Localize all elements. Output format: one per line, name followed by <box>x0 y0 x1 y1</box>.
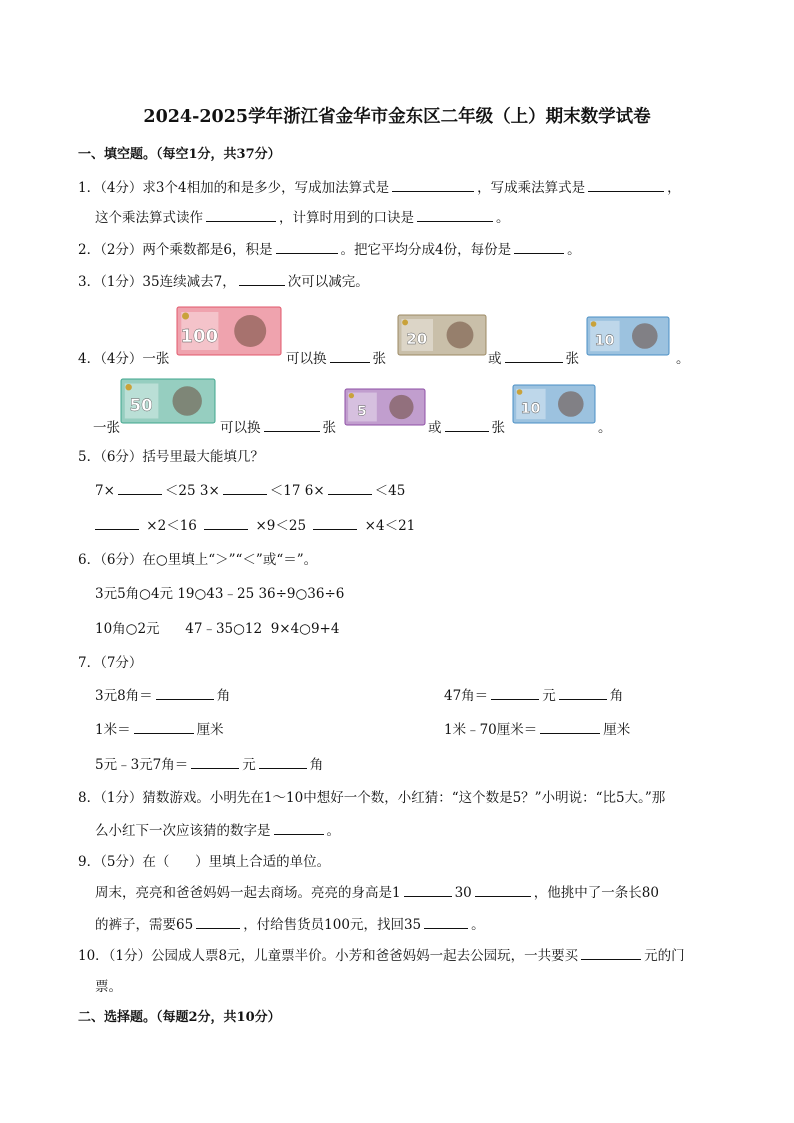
answer-blank[interactable] <box>514 240 564 254</box>
question-7: 7．（7分） <box>78 655 143 671</box>
answer-blank[interactable] <box>330 349 370 363</box>
page-title: 2024-2025学年浙江省金华市金东区二年级（上）期末数学试卷 <box>143 107 651 127</box>
question-text: 或 <box>488 351 502 367</box>
question-text: 张 <box>491 420 505 436</box>
answer-blank[interactable] <box>540 720 600 734</box>
question-4-line-1-end <box>488 347 579 367</box>
portrait-shape <box>632 323 658 349</box>
portrait-shape <box>389 395 413 419</box>
banknote-100-image <box>176 306 282 356</box>
question-text: ＜25 3× <box>164 483 220 499</box>
emblem-shape <box>517 389 523 395</box>
answer-blank[interactable] <box>424 915 468 929</box>
question-1-line-1 <box>78 176 681 196</box>
answer-blank[interactable] <box>475 883 531 897</box>
denomination-label: 50 <box>129 396 153 416</box>
question-text: 。 <box>326 823 340 839</box>
question-9-line-2 <box>95 913 485 933</box>
portrait-shape <box>234 315 266 347</box>
question-text: 张 <box>372 351 386 367</box>
question-4-line-2-end <box>428 416 505 436</box>
denomination-label: 10 <box>520 400 541 417</box>
answer-blank[interactable] <box>239 272 285 286</box>
answer-blank[interactable] <box>276 240 338 254</box>
answer-blank[interactable] <box>404 883 452 897</box>
question-text: 元的门 <box>644 948 685 964</box>
question-text: ，付给售货员100元，找回35 <box>243 917 422 933</box>
answer-blank[interactable] <box>134 720 194 734</box>
question-text: 1米﹣70厘米＝ <box>444 722 538 738</box>
banknote-10-image <box>512 384 596 424</box>
question-8-line-2 <box>95 819 340 839</box>
question-text: 角 <box>309 757 324 773</box>
question-text: ×4＜21 <box>364 518 416 534</box>
question-1-line-2 <box>95 206 510 226</box>
banknote-20-image <box>397 314 487 356</box>
denomination-label: 100 <box>180 326 219 347</box>
emblem-shape <box>591 321 597 327</box>
question-text: 。 <box>496 210 510 226</box>
answer-blank[interactable] <box>581 946 641 960</box>
answer-blank[interactable] <box>417 208 493 222</box>
question-6-row-1: 3元5角○4元 19○43﹣25 36÷9○36÷6 <box>95 586 345 602</box>
answer-blank[interactable] <box>588 178 664 192</box>
question-7-left-2 <box>95 718 224 738</box>
question-4-line-2-mid <box>220 416 336 436</box>
answer-blank[interactable] <box>204 516 248 530</box>
denomination-label: 10 <box>594 332 615 349</box>
answer-blank[interactable] <box>259 755 307 769</box>
question-text: 元 <box>242 757 256 773</box>
question-text: 3．（1分）35连续减去7， <box>78 274 236 290</box>
answer-blank[interactable] <box>196 915 240 929</box>
portrait-shape <box>172 386 201 415</box>
banknote-50-image <box>120 378 216 424</box>
question-2 <box>78 238 581 258</box>
answer-blank[interactable] <box>264 418 320 432</box>
question-4-line-2 <box>93 416 120 436</box>
emblem-shape <box>402 319 408 325</box>
section-heading-fill-blank: 一、填空题。（每空1分，共37分） <box>78 147 281 162</box>
question-text: ，计算时用到的口诀是 <box>279 210 414 226</box>
question-text: 周末，亮亮和爸爸妈妈一起去商场。亮亮的身高是1 <box>95 885 401 901</box>
question-text: ＜17 6× <box>269 483 325 499</box>
question-5-row-1 <box>95 479 405 499</box>
answer-blank[interactable] <box>206 208 276 222</box>
question-text: ＜45 <box>374 483 406 499</box>
question-text: 可以换 <box>286 351 327 367</box>
question-text: 次可以减完。 <box>287 274 369 290</box>
answer-blank[interactable] <box>445 418 489 432</box>
question-10-line-2: 票。 <box>95 979 122 995</box>
answer-blank[interactable] <box>95 516 139 530</box>
question-text: ，写成乘法算式是 <box>477 180 586 196</box>
answer-blank[interactable] <box>559 686 607 700</box>
answer-blank[interactable] <box>118 481 162 495</box>
question-text: 1米＝ <box>95 722 131 738</box>
question-text: 1．（4分）求3个4相加的和是多少，写成加法算式是 <box>78 180 390 196</box>
answer-blank[interactable] <box>392 178 474 192</box>
question-text: 或 <box>428 420 442 436</box>
question-text: ， <box>667 180 681 196</box>
emblem-shape <box>182 313 189 320</box>
question-10-line-1 <box>78 944 685 964</box>
question-4-line-1-mid <box>286 347 386 367</box>
denomination-label: 20 <box>406 330 428 349</box>
denomination-label: 5 <box>357 403 367 420</box>
question-text: 的裤子，需要65 <box>95 917 194 933</box>
question-text: 。 <box>471 917 485 933</box>
question-text: 张 <box>565 351 579 367</box>
question-text: 厘米 <box>196 722 224 738</box>
question-7-left-3 <box>95 753 323 773</box>
banknote-5-image <box>344 388 426 426</box>
answer-blank[interactable] <box>491 686 539 700</box>
question-text: 。 <box>567 242 581 258</box>
question-text: 可以换 <box>220 420 261 436</box>
question-6-row-2: 10角○2元 47﹣35○12 9×4○9+4 <box>95 621 340 637</box>
question-text: 5元﹣3元7角＝ <box>95 757 189 773</box>
answer-blank[interactable] <box>505 349 563 363</box>
question-text: 角 <box>216 688 231 704</box>
question-5: 5．（6分）括号里最大能填几？ <box>78 449 264 465</box>
question-text: 47角＝ <box>444 688 489 704</box>
answer-blank[interactable] <box>328 481 372 495</box>
question-text: 元 <box>542 688 556 704</box>
banknote-10-image <box>586 316 670 356</box>
question-6: 6．（6分）在○里填上“＞”“＜”或“＝”。 <box>78 552 318 568</box>
emblem-shape <box>125 384 131 390</box>
question-3 <box>78 270 369 290</box>
question-text: 3元8角＝ <box>95 688 153 704</box>
question-text: 。把它平均分成4份，每份是 <box>340 242 512 258</box>
question-4-line-1 <box>78 347 169 367</box>
question-text: 10．（1分）公园成人票8元，儿童票半价。小芳和爸爸妈妈一起去公园玩，一共要买 <box>78 948 579 964</box>
question-text: ×2＜16 <box>146 518 197 534</box>
question-7-left-1 <box>95 684 230 704</box>
question-text: 7× <box>95 483 115 499</box>
answer-blank[interactable] <box>223 481 267 495</box>
question-text: 张 <box>322 420 336 436</box>
question-text: 。 <box>598 420 612 436</box>
question-text: 。 <box>676 351 690 367</box>
section-heading-choice: 二、选择题。（每题2分，共10分） <box>78 1010 281 1025</box>
question-8-line-1: 8．（1分）猜数游戏。小明先在1～10中想好一个数，小红猜：“这个数是5？”小明说：“比5大。”那 <box>78 790 666 806</box>
portrait-shape <box>447 322 474 349</box>
question-text: 这个乘法算式读作 <box>95 210 203 226</box>
portrait-shape <box>558 391 584 417</box>
answer-blank[interactable] <box>156 686 214 700</box>
question-text: 4．（4分）一张 <box>78 351 170 367</box>
question-text: 厘米 <box>603 722 631 738</box>
question-text: 30 <box>454 885 472 901</box>
answer-blank[interactable] <box>274 821 324 835</box>
emblem-shape <box>349 393 354 398</box>
question-7-right-1 <box>444 684 623 704</box>
question-9: 9．（5分）在（ ）里填上合适的单位。 <box>78 854 331 870</box>
answer-blank[interactable] <box>313 516 357 530</box>
question-5-row-2 <box>95 514 415 534</box>
question-9-line-1 <box>95 881 659 901</box>
question-text: 么小红下一次应该猜的数字是 <box>95 823 271 839</box>
answer-blank[interactable] <box>191 755 239 769</box>
question-text: 角 <box>609 688 624 704</box>
question-text: ×9＜25 <box>255 518 307 534</box>
question-text: ，他挑中了一条长80 <box>533 885 659 901</box>
question-text: 一张 <box>93 420 120 436</box>
question-text: 2．（2分）两个乘数都是6，积是 <box>78 242 273 258</box>
question-7-right-2 <box>444 718 630 738</box>
